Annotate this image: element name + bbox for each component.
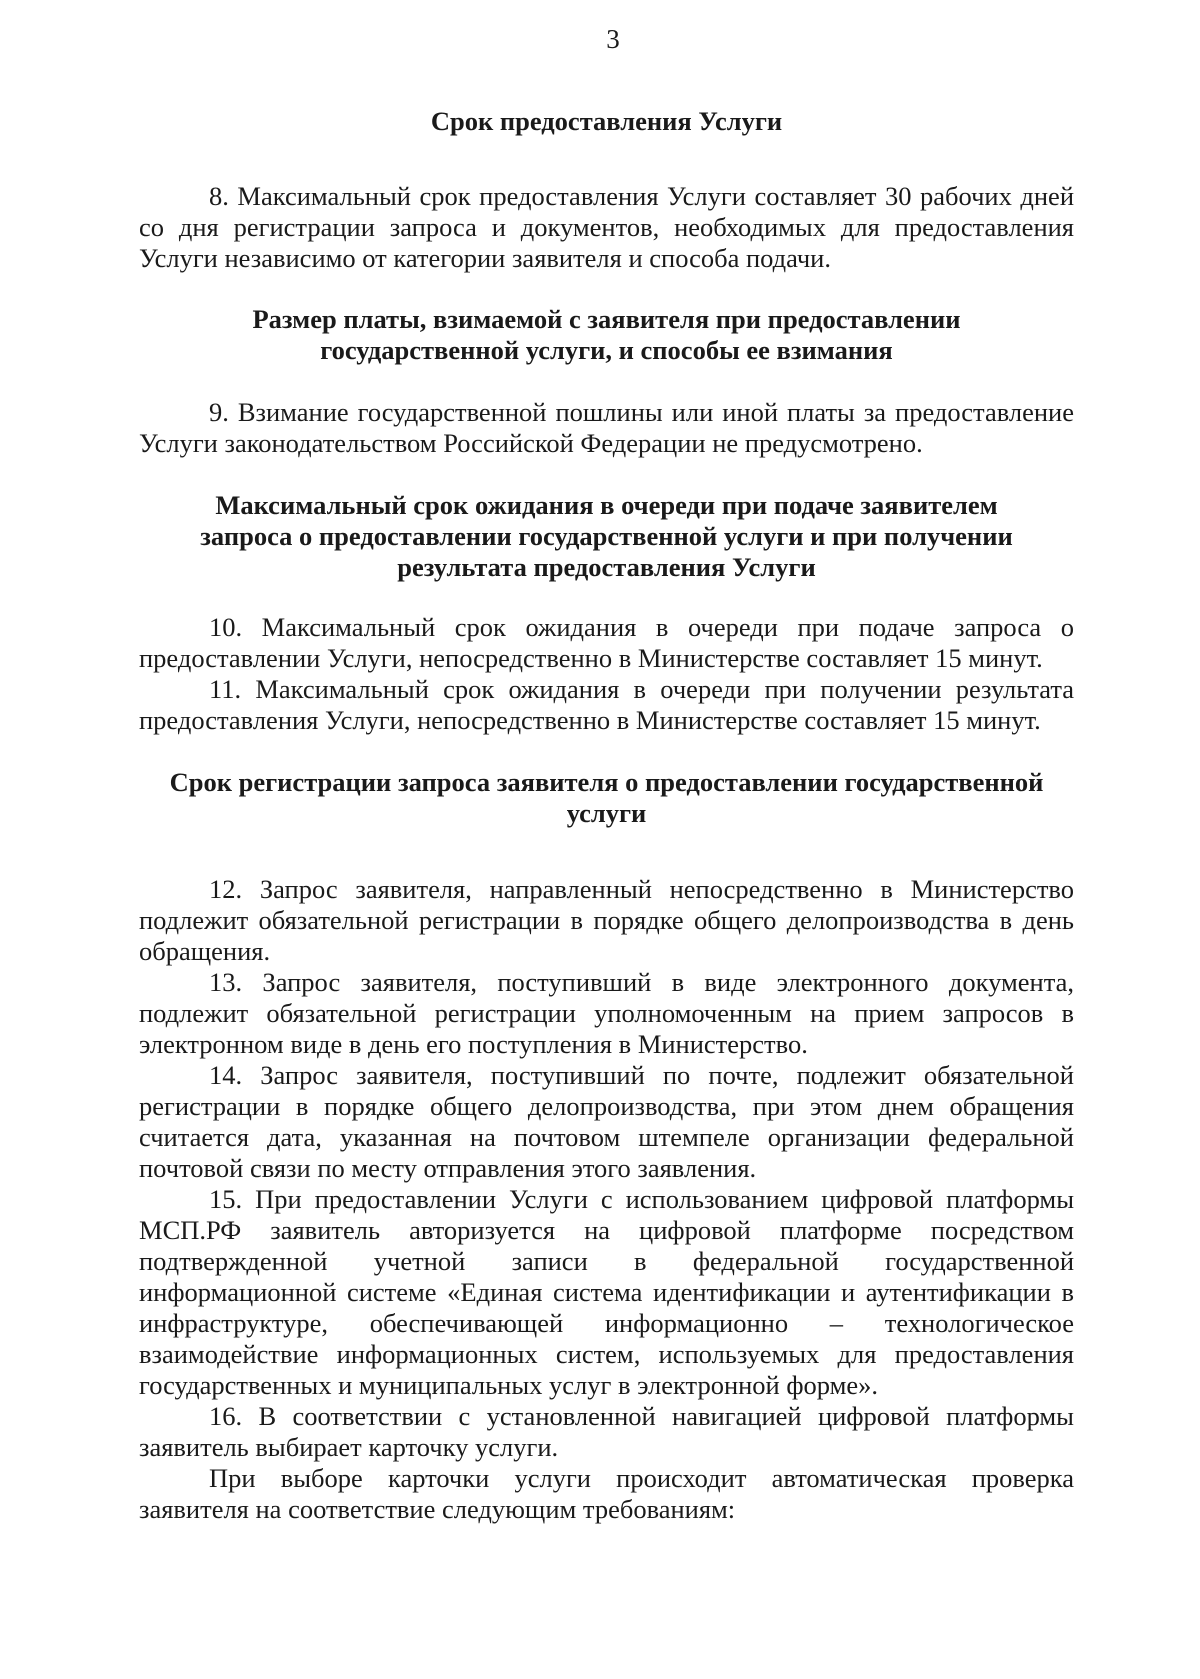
document-body (139, 106, 1074, 1525)
section-heading-term: Срок предоставления Услуги (430, 106, 783, 136)
heading-line: государственной услуги, и способы ее взимания (320, 335, 893, 365)
heading-line: услуги (566, 798, 647, 828)
section-heading-queue (139, 490, 1074, 583)
paragraph-12: 12. Запрос заявителя, направленный непосредственно в Министерство подлежит обязательной регистрации в порядке общего делопроизводства в день обращения. (139, 874, 1074, 966)
paragraph-8: 8. Максимальный срок предоставления Услуги составляет 30 рабочих дней со дня регистрации запроса и документов, необходимых для предоставления Услуги независимо от категории заявителя и способа подачи. (139, 181, 1074, 273)
paragraph-16: 16. В соответствии с установленной навигацией цифровой платформы заявитель выбирает карточку услуги. (139, 1401, 1074, 1462)
heading-line: Максимальный срок ожидания в очереди при подаче заявителем (215, 490, 998, 520)
heading-line: Срок регистрации запроса заявителя о предоставлении государственной (169, 767, 1044, 797)
heading-line: Размер платы, взимаемой с заявителя при предоставлении (252, 304, 961, 334)
paragraph-16-continuation: При выборе карточки услуги происходит автоматическая проверка заявителя на соответствие следующим требованиям: (139, 1463, 1074, 1524)
page-number: 3 (606, 24, 620, 54)
paragraph-9: 9. Взимание государственной пошлины или иной платы за предоставление Услуги законодательством Российской Федерации не предусмотрено. (139, 397, 1074, 458)
section-heading-registration (139, 767, 1074, 829)
heading-line: результата предоставления Услуги (397, 552, 816, 582)
paragraph-11: 11. Максимальный срок ожидания в очереди при получении результата предоставления Услуги, непосредственно в Министерстве составляет 15 минут. (139, 674, 1074, 735)
paragraph-13: 13. Запрос заявителя, поступивший в виде электронного документа, подлежит обязательной регистрации уполномоченным на прием запросов в электронном виде в день его поступления в Министерство. (139, 967, 1074, 1059)
paragraph-10: 10. Максимальный срок ожидания в очереди при подаче запроса о предоставлении Услуги, непосредственно в Министерстве составляет 15 минут. (139, 612, 1074, 673)
section-heading-fee (139, 304, 1074, 366)
heading-line: запроса о предоставлении государственной услуги и при получении (200, 521, 1013, 551)
paragraph-15: 15. При предоставлении Услуги с использованием цифровой платформы МСП.РФ заявитель авторизуется на цифровой платформе посредством подтвержденной учетной записи в федеральной государственной информационной системе «Единая система идентификации и аутентификации в инфраструктуре, обеспечивающей информационно – технологическое взаимодействие информационных систем, используемых для предоставления государственных и муниципальных услуг в электронной форме». (139, 1184, 1074, 1400)
paragraph-14: 14. Запрос заявителя, поступивший по почте, подлежит обязательной регистрации в порядке общего делопроизводства, при этом днем обращения считается дата, указанная на почтовом штемпеле организации федеральной почтовой связи по месту отправления этого заявления. (139, 1060, 1074, 1183)
